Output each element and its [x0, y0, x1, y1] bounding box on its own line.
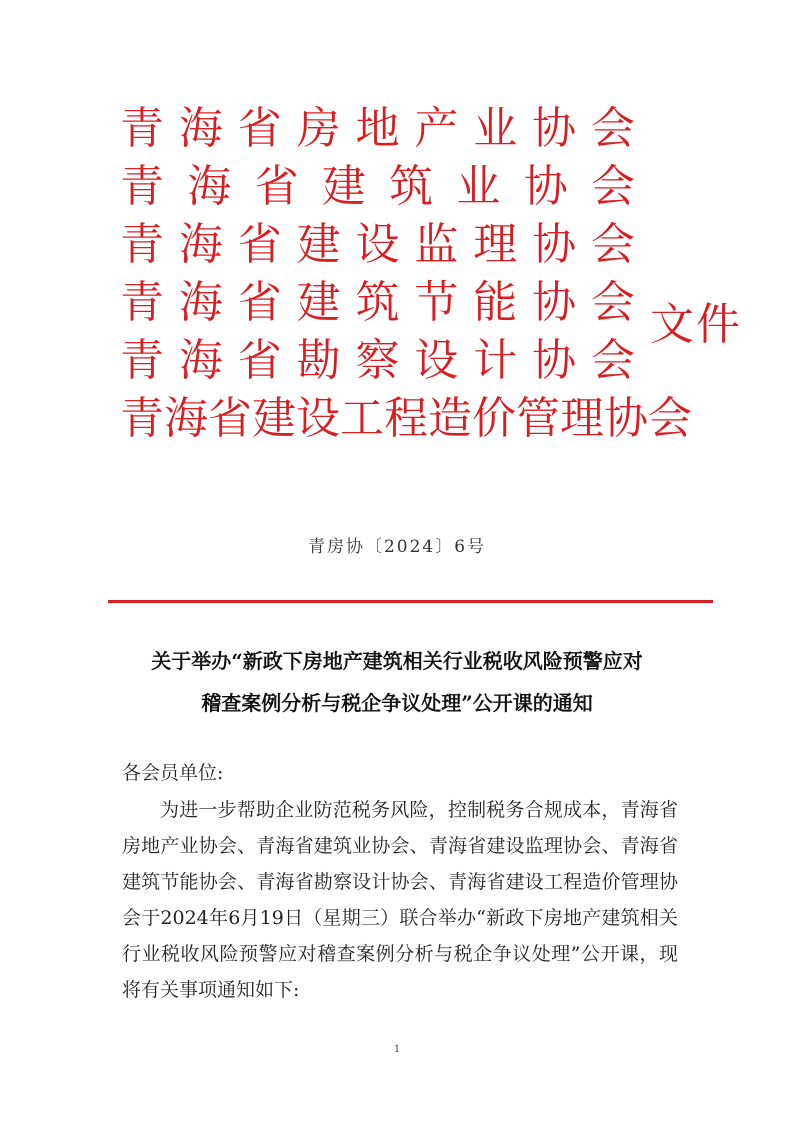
organization-char: 会	[591, 219, 635, 270]
organization-char: 节	[414, 277, 459, 328]
body-paragraph: 为进一步帮助企业防范税务风险，控制税务合规成本，青海省房地产业协会、青海省建筑业协会、青海省建设监理协会、青海省建筑节能协会、青海省勘察设计协会、青海省建设工程造价管理协会于2024年6月19日（星期三）联合举办“新政下房地产建筑相关行业税收风险预警应对稽查案例分析与税企争议处理”公开课，现将有关事项通知如下:	[122, 799, 678, 1001]
organization-char: 海	[178, 103, 223, 154]
organization-char: 察	[355, 335, 400, 386]
issuing-organizations	[120, 100, 692, 448]
organization-char: 造	[428, 393, 472, 444]
organization-name	[120, 332, 635, 390]
organization-char: 房	[296, 103, 341, 154]
organization-char: 工	[340, 393, 384, 444]
document-type-label: 文件	[650, 299, 742, 350]
organization-char: 建	[296, 219, 341, 270]
organization-char: 海	[178, 277, 223, 328]
organization-char: 青	[120, 335, 164, 386]
organization-char: 青	[120, 277, 164, 328]
organization-char: 海	[178, 219, 223, 270]
organization-char: 会	[590, 161, 635, 212]
organization-char: 地	[355, 103, 400, 154]
organization-char: 业	[473, 103, 518, 154]
organization-char: 协	[532, 219, 577, 270]
organization-char: 省	[208, 393, 252, 444]
organization-char: 业	[456, 161, 501, 212]
organization-char: 省	[237, 277, 282, 328]
organization-char: 青	[120, 103, 164, 154]
organization-name	[120, 274, 635, 332]
organization-char: 省	[254, 161, 299, 212]
organization-char: 省	[237, 219, 282, 270]
organization-char: 协	[604, 393, 648, 444]
notice-title	[80, 640, 714, 724]
organization-char: 监	[414, 219, 459, 270]
organization-char: 设	[355, 219, 400, 270]
organization-char: 设	[296, 393, 340, 444]
organization-name	[120, 390, 692, 448]
organization-char: 产	[414, 103, 459, 154]
organization-name	[120, 100, 635, 158]
organization-char: 筑	[355, 277, 400, 328]
organization-char: 青	[120, 219, 164, 270]
organization-char: 理	[560, 393, 604, 444]
salutation: 各会员单位:	[122, 762, 224, 784]
organization-name	[120, 216, 635, 274]
organization-char: 省	[237, 335, 282, 386]
organization-char: 程	[384, 393, 428, 444]
organization-char: 勘	[296, 335, 341, 386]
organization-char: 理	[473, 219, 518, 270]
organization-char: 青	[120, 161, 164, 212]
organization-char: 协	[532, 335, 577, 386]
organization-char: 省	[237, 103, 282, 154]
organization-char: 建	[321, 161, 366, 212]
organization-name	[120, 158, 635, 216]
notice-title-line2: 稽查案例分析与税企争议处理”公开课的通知	[201, 691, 593, 715]
organization-char: 管	[516, 393, 560, 444]
organization-char: 协	[532, 103, 577, 154]
notice-title-line1: 关于举办“新政下房地产建筑相关行业税收风险预警应对	[151, 649, 643, 673]
organization-char: 海	[164, 393, 208, 444]
organization-char: 计	[473, 335, 518, 386]
organization-char: 会	[591, 277, 635, 328]
organization-char: 建	[252, 393, 296, 444]
organization-char: 建	[296, 277, 341, 328]
organization-char: 价	[472, 393, 516, 444]
organization-char: 筑	[389, 161, 434, 212]
organization-char: 青	[120, 393, 164, 444]
red-divider-line	[108, 600, 713, 603]
organization-char: 会	[591, 335, 635, 386]
organization-char: 协	[532, 277, 577, 328]
organization-char: 会	[591, 103, 635, 154]
document-number: 青房协〔2024〕6号	[307, 537, 487, 557]
organization-char: 海	[187, 161, 232, 212]
organization-char: 能	[473, 277, 518, 328]
organization-char: 会	[648, 393, 692, 444]
page-number: 1	[393, 1044, 401, 1055]
organization-char: 海	[178, 335, 223, 386]
organization-char: 协	[523, 161, 568, 212]
organization-char: 设	[414, 335, 459, 386]
